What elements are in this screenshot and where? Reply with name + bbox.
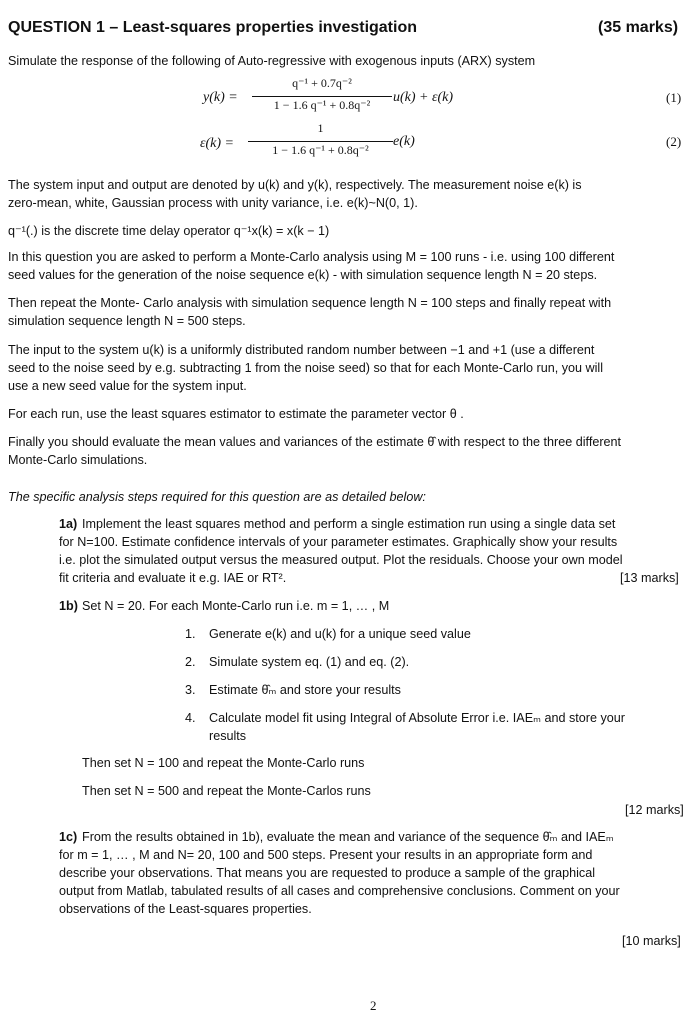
step-3-text: Estimate θ̂ₘ and store your results [209,683,401,697]
intro-text: Simulate the response of the following of Auto-regressive with exogenous inputs (ARX) system [8,54,536,68]
part-1b-marks: [12 marks] [625,803,684,817]
paragraph-6: For each run, use the least squares estimator to estimate the parameter vector θ . [8,407,464,421]
paragraph-4-line-2: simulation sequence length N = 500 steps. [8,314,246,328]
steps-heading: The specific analysis steps required for this question are as detailed below: [8,490,426,504]
eq2-denominator: 1 − 1.6 q⁻¹ + 0.8q⁻² [272,143,369,157]
eq1-numerator: q⁻¹ + 0.7q⁻² [292,76,352,90]
question-marks: (35 marks) [598,19,679,36]
part-1c-line-3: describe your observations. That means you are requested to produce a sample of the graphical [59,866,596,880]
eq1-rhs: u(k) + ε(k) [393,90,454,105]
part-1b-then-2: Then set N = 500 and repeat the Monte-Carlos runs [82,784,371,798]
paragraph-1-line-2: zero-mean, white, Gaussian process with unity variance, i.e. e(k)~N(0, 1). [8,196,418,210]
part-1a-label: 1a) [59,517,78,531]
page-number: 2 [370,998,377,1013]
part-1a-line-4: fit criteria and evaluate it e.g. IAE or RT². [59,571,287,585]
step-2-text: Simulate system eq. (1) and eq. (2). [209,655,410,669]
step-4-text-cont: results [209,729,247,743]
part-1a-line-1: Implement the least squares method and perform a single estimation run using a single data set [82,517,616,531]
eq1-lhs: y(k) = [203,90,238,105]
eq1-number: (1) [666,90,682,105]
eq1-denominator: 1 − 1.6 q⁻¹ + 0.8q⁻² [273,98,371,112]
paragraph-5-line-1: The input to the system u(k) is a uniformly distributed random number between −1 and +1 (use a different [8,343,595,357]
part-1c-marks: [10 marks] [622,934,681,948]
eq2-fraction-bar [248,141,393,142]
step-4-text: Calculate model fit using Integral of Absolute Error i.e. IAEₘ and store your [209,711,625,725]
eq1-fraction-bar [252,96,392,97]
part-1c-line-2: for m = 1, … , M and N= 20, 100 and 500 steps. Present your results in an appropriate form and [59,848,593,862]
step-2-number: 2. [185,655,196,669]
step-3-number: 3. [185,683,196,697]
part-1a-marks: [13 marks] [620,571,679,585]
part-1a-line-2: for N=100. Estimate confidence intervals of your parameter estimates. Graphically show your results [59,535,618,549]
paragraph-7-line-2: Monte-Carlo simulations. [8,453,148,467]
paragraph-1-line-1: The system input and output are denoted by u(k) and y(k), respectively. The measurement noise e(k) is [8,178,582,192]
part-1b-then-1: Then set N = 100 and repeat the Monte-Carlo runs [82,756,365,770]
part-1a-line-3: i.e. plot the simulated output versus the measured output. Plot the residuals. Choose your own model [59,553,623,567]
part-1c-line-1: From the results obtained in 1b), evaluate the mean and variance of the sequence θ̂ₘ and IAEₘ [82,830,614,844]
eq2-lhs: ε(k) = [200,136,235,151]
eq2-number: (2) [666,134,682,149]
paragraph-5-line-3: use a new seed value for the system input. [8,379,247,393]
paragraph-2: q⁻¹(.) is the discrete time delay operator q⁻¹x(k) = x(k − 1) [8,224,330,238]
paragraph-5-line-2: seed to the noise seed by e.g. subtracting 1 from the noise seed) so that for each Monte-Carlo run, you will [8,361,604,375]
step-1-number: 1. [185,627,196,641]
eq2-numerator: 1 [317,121,324,135]
paragraph-3-line-1: In this question you are asked to perform a Monte-Carlo analysis using M = 100 runs - i.e. using 100 different [8,250,615,264]
eq2-rhs: e(k) [393,134,415,149]
paragraph-7-line-1: Finally you should evaluate the mean values and variances of the estimate θ̂ with respect to the three different [8,435,622,449]
question-title: QUESTION 1 – Least-squares properties investigation [8,19,417,36]
paragraph-3-line-2: seed values for the generation of the noise sequence e(k) - with simulation sequence length N = 20 steps. [8,268,598,282]
step-4-number: 4. [185,711,196,725]
part-1c-line-5: observations of the Least-squares properties. [59,902,312,916]
step-1-text: Generate e(k) and u(k) for a unique seed value [209,627,471,641]
part-1b-label: 1b) [59,599,78,613]
part-1c-line-4: output from Matlab, tabulated results of all cases and comprehensive conclusions. Comment on your [59,884,620,898]
part-1c-label: 1c) [59,830,78,844]
paragraph-4-line-1: Then repeat the Monte- Carlo analysis with simulation sequence length N = 100 steps and finally repeat with [8,296,612,310]
part-1b-intro: Set N = 20. For each Monte-Carlo run i.e. m = 1, … , M [82,599,390,613]
